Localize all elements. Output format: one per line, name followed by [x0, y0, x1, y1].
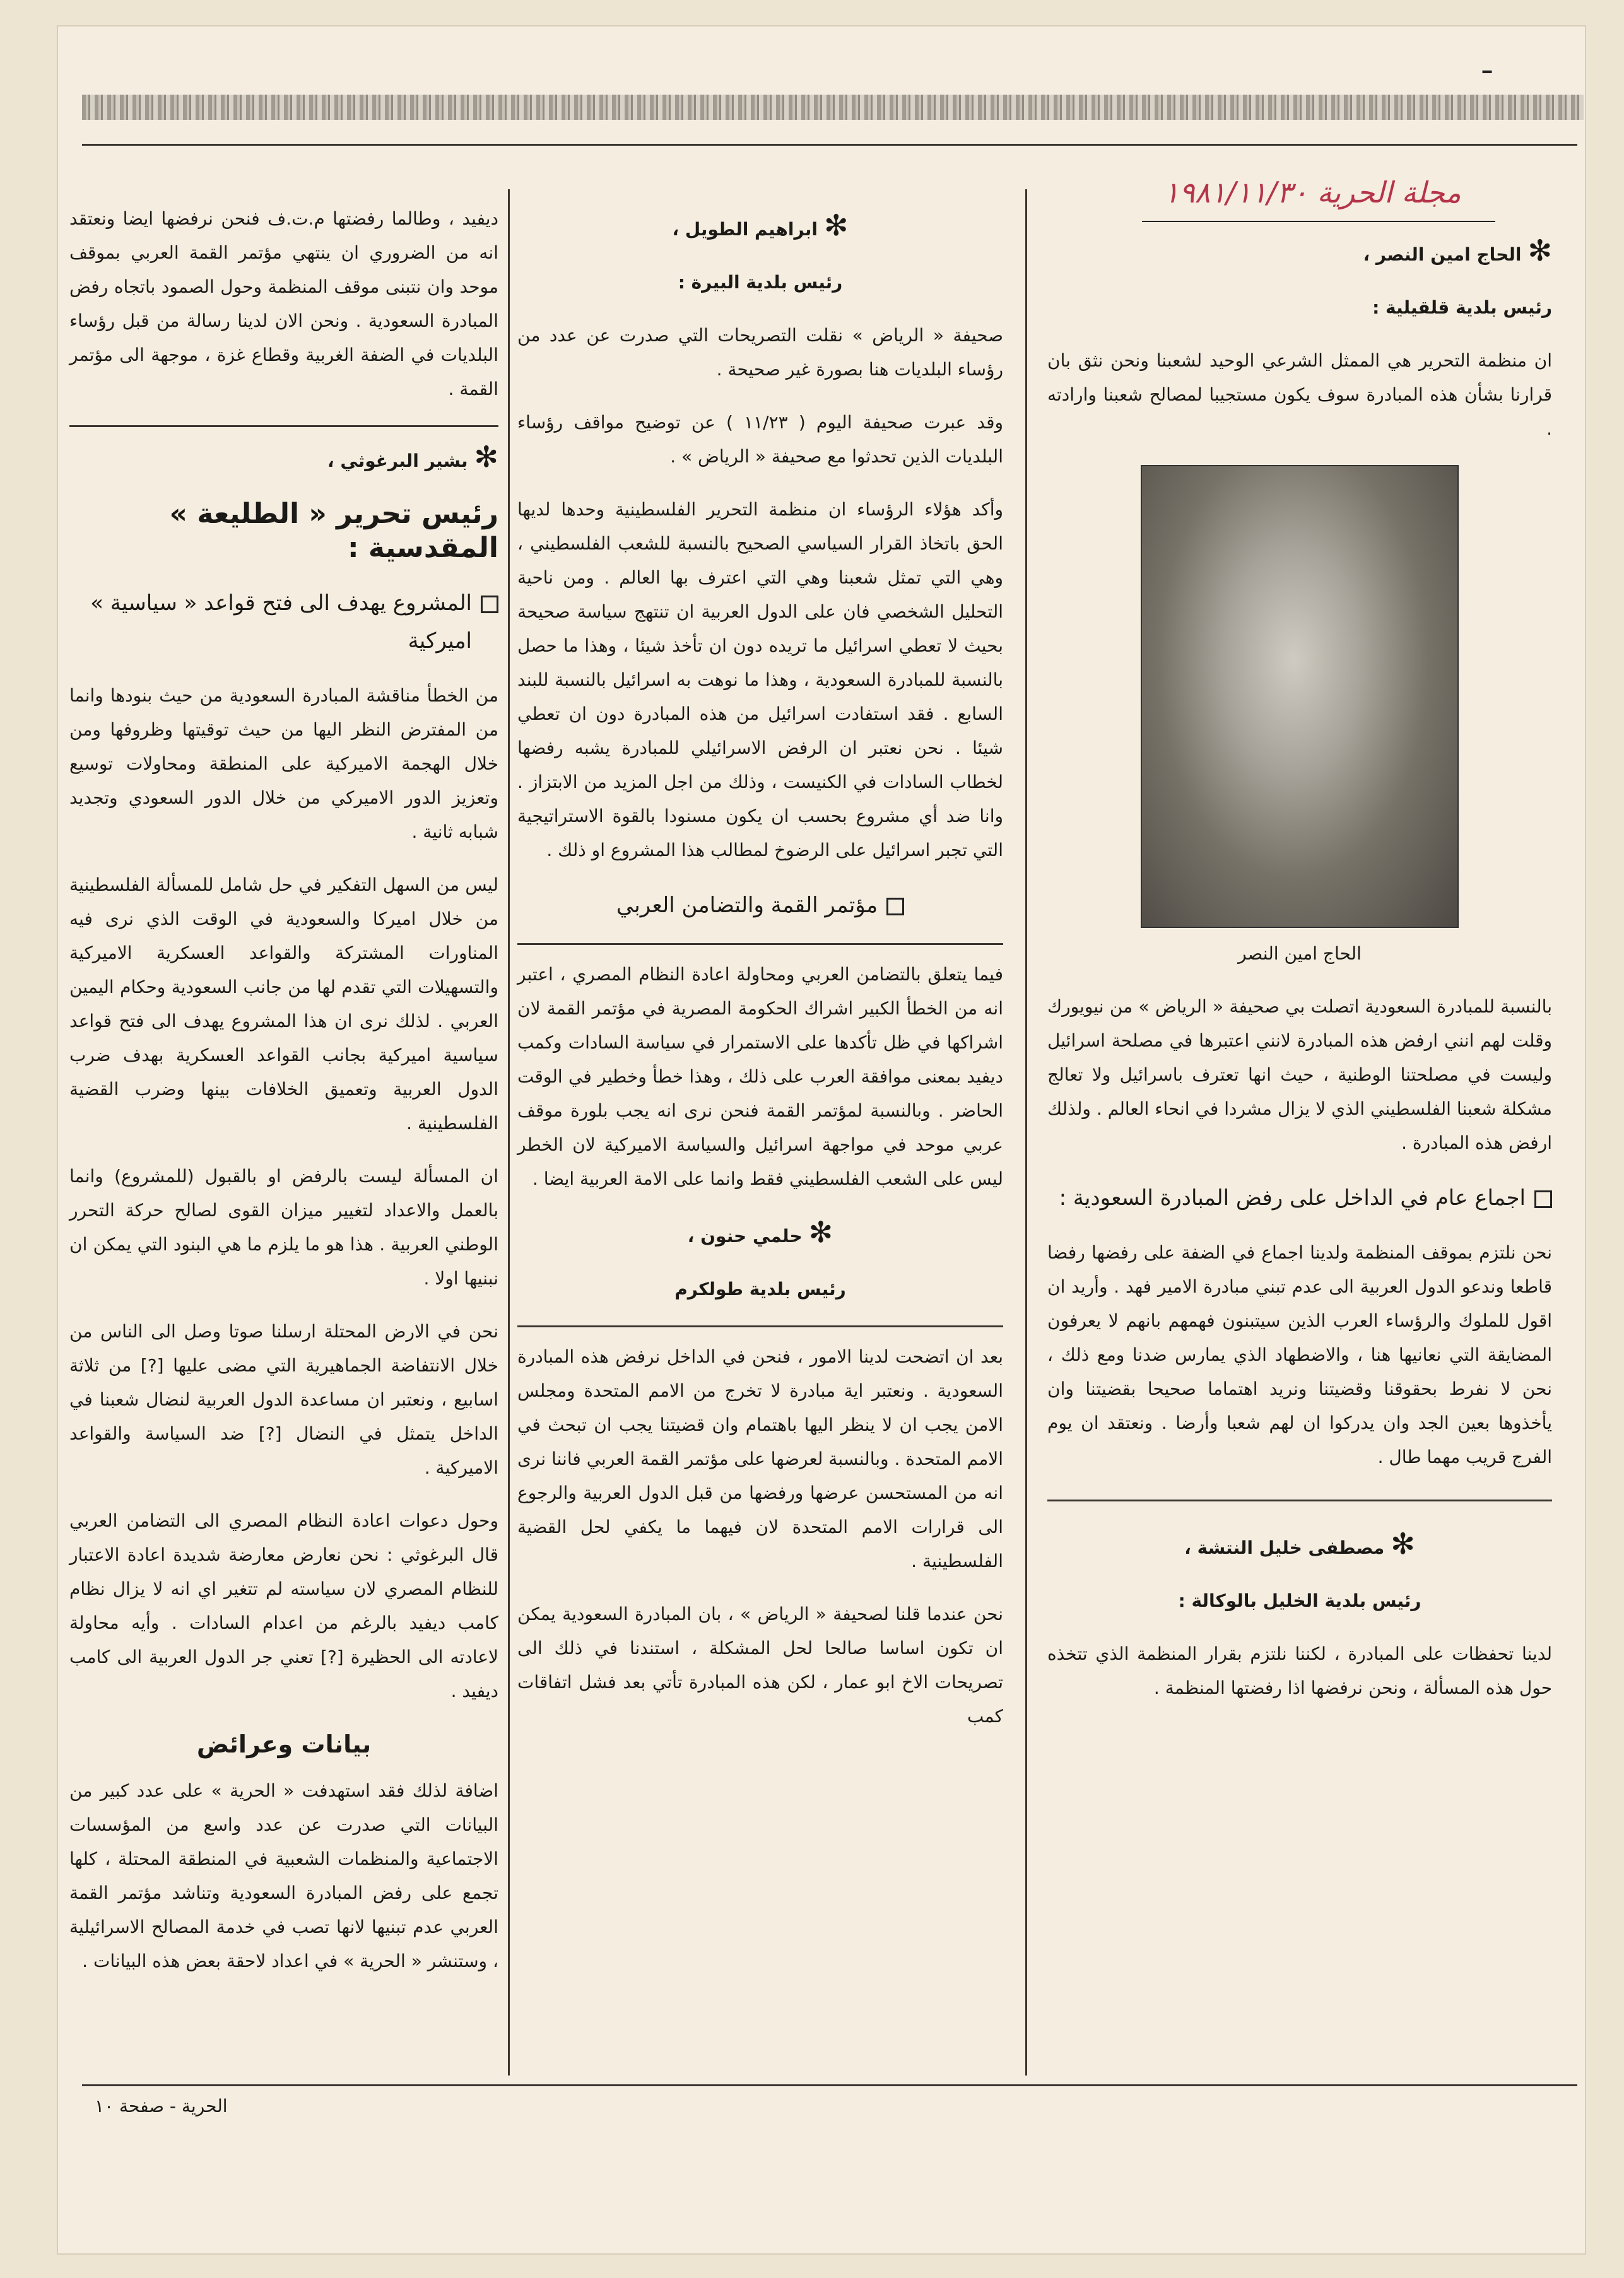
- paragraph: ديفيد ، وطالما رفضتها م.ت.ف فنحن نرفضها ايضا ونعتقد انه من الضروري ان ينتهي مؤتمر القمة العربي بموقف موحد وان نتبنى موقف المنظمة وحول الصمود باتجاه رفض المبادرة السعودية . ونحن الان لدينا رسالة من قبل رؤساء البلديات في الضفة الغربية وقطاع غزة ، موجهة الى مؤتمر القمة .: [69, 208, 498, 399]
- square-bullet-icon: [886, 898, 904, 915]
- headline-hanoun: ✻حلمي حنون ،: [687, 1215, 833, 1249]
- subheadline-barghouti: رئيس تحرير « الطليعة » المقدسية :: [169, 498, 498, 564]
- column-rule-right: [1025, 189, 1027, 2075]
- column-right: [1047, 164, 1552, 1724]
- paragraph: صحيفة « الرياض » نقلت التصريحات التي صدرت عن عدد من رؤساء البلديات هنا بصورة غير صحيحة .: [517, 325, 1003, 380]
- column-middle: [517, 208, 1003, 1753]
- headline-tawil: ✻ابراهيم الطويل ،: [672, 208, 849, 242]
- subheadline-natsheh: رئيس بلدية الخليل بالوكالة :: [1178, 1590, 1421, 1611]
- headline-natsheh: ✻مصطفى خليل النتشة ،: [1184, 1527, 1415, 1561]
- footer-text: الحرية - صفحة ١٠: [95, 2096, 228, 2117]
- headline-nasr: ✻الحاج امين النصر ،: [1363, 233, 1552, 267]
- paragraph: وأكد هؤلاء الرؤساء ان منظمة التحرير الفلسطينية وحدها لديها الحق باتخاذ القرار السياسي الصحيح بالنسبة للشعب الفلسطيني ، وهي التي تمثل شعبنا وهي التي اعترف بها العالم . ومن ناحية التحليل الشخصي فان على الدول العربية ان تنتهج سياسة صحيحة بحيث لا تعطي اسرائيل ما تريده دون ان تأخذ شيئا ، وهذا ما حصل بالنسبة للمبادرة السعودية ، وهذا ما نوهت به اسرائيل بالنسبة للبند السابع . فقد استفادت اسرائيل من هذه المبادرة دون ان تعطي شيئا . نحن نعتبر ان الرفض الاسرائيلي للمبادرة يشبه رفضها لخطاب السادات في الكنيست ، وذلك من اجل المزيد من الابتزاز . وانا ضد أي مشروع بحسب ان يكون مسنودا بالقوة الاستراتيجية التي تجبر اسرائيل على الرضوخ لمطالب هذا المشروع او ذلك .: [517, 499, 1003, 860]
- section-divider: [1047, 1500, 1552, 1501]
- asterisk-icon: ✻: [823, 208, 849, 242]
- handwritten-note: مجلة الحرية ١٩٨١/١١/٣٠: [1163, 175, 1461, 209]
- paragraph: نحن في الارض المحتلة ارسلنا صوتا وصل الى الناس من خلال الانتفاضة الجماهيرية التي مضى عليها [?] من ثلاثة اسابيع ، ونعتبر ان مساعدة الدول العربية لنضال شعبنا في الداخل يتمثل في النضال [?] ضد السياسة والقواعد الاميركية .: [69, 1321, 498, 1478]
- corner-mark: ـ: [1483, 45, 1492, 81]
- subheadline-nasr: رئيس بلدية قلقيلية :: [1372, 297, 1552, 318]
- subheading: مؤتمر القمة والتضامن العربي: [517, 886, 1003, 924]
- top-rule: [82, 144, 1577, 146]
- paragraph: نحن عندما قلنا لصحيفة « الرياض » ، بان المبادرة السعودية يمكن ان تكون اساسا صالحا لحل المشكلة ، استندنا في ذلك الى تصريحات الاخ ابو عمار ، لكن هذه المبادرة تأتي بعد فشل اتفاقات كمب: [517, 1604, 1003, 1727]
- paragraph: وقد عبرت صحيفة اليوم ( ١١/٢٣ ) عن توضيح مواقف رؤساء البلديات الذين تحدثوا مع صحيفة « الرياض » .: [517, 412, 1003, 467]
- paragraph: بالنسبة للمبادرة السعودية اتصلت بي صحيفة « الرياض » من نيويورك وقلت لهم انني ارفض هذه المبادرة لانني اعتبرها في مصلحة اسرائيل وليست في مصلحتنا الوطنية ، حيث انها تعترف باسرائيل ولا تعالج مشكلة شعبنا الفلسطيني الذي لا يزال مشردا في انحاء العالم . ولذلك ارفض هذه المبادرة .: [1047, 996, 1552, 1153]
- asterisk-icon: ✻: [474, 440, 498, 474]
- section-divider: [517, 1325, 1003, 1327]
- subheadline-tawil: رئيس بلدية البيرة :: [678, 272, 843, 293]
- subheading: المشروع يهدف الى فتح قواعد « سياسية » اميركية: [69, 584, 498, 660]
- column-rule-left: [508, 189, 510, 2075]
- portrait-photo: [1141, 465, 1459, 928]
- page-footer: [82, 2092, 1577, 2117]
- section-heading: بيانات وعرائض: [196, 1730, 372, 1758]
- paragraph: من الخطأ مناقشة المبادرة السعودية من حيث بنودها وانما من المفترض النظر اليها من حيث توقيتها وظروفها ومن خلال الهجمة الاميركية على المنطقة ومحاولات توسيع وتعزيز الدور الاميركي من خلال الدور السعودي وتجديد شبابه ثانية .: [69, 685, 498, 842]
- photo-caption: الحاج امين النصر: [1238, 943, 1362, 964]
- paragraph: اضافة لذلك فقد استهدفت « الحرية » على عدد كبير من البيانات التي صدرت عن عدد واسع من المؤسسات الاجتماعية والمنظمات الشعبية في المنطقة المحتلة ، كلها تجمع على رفض المبادرة السعودية وتناشد مؤتمر القمة العربي عدم تبنيها لانها تصب في خدمة المصالح الاسرائيلية ، وستنشر « الحرية » في اعداد لاحقة بعض هذه البيانات .: [69, 1780, 498, 1971]
- subheading: اجماع عام في الداخل على رفض المبادرة السعودية :: [1047, 1179, 1552, 1217]
- asterisk-icon: ✻: [1527, 233, 1552, 267]
- column-left: [69, 202, 498, 1997]
- subheadline-hanoun: رئيس بلدية طولكرم: [674, 1279, 846, 1300]
- paragraph: ان منظمة التحرير هي الممثل الشرعي الوحيد لشعبنا ونحن نثق بان قرارنا بشأن هذه المبادرة سوف يكون مستجيبا لمصالح شعبنا وارادته .: [1047, 350, 1552, 439]
- section-divider: [517, 943, 1003, 945]
- paragraph: بعد ان اتضحت لدينا الامور ، فنحن في الداخل نرفض هذه المبادرة السعودية . ونعتبر اية مبادرة لا تخرج من الامم المتحدة ومجلس الامن يجب ان لا ينظر اليها باهتمام وان قضيتنا يجب ان تبحث في الامم المتحدة . وبالنسبة لعرضها على مؤتمر القمة العربي فاننا نرى انه من المستحسن عرضها ورفضها من قبل الدول العربية والرجوع الى قرارات الامم المتحدة لان فيهما ما يكفي لحل القضية الفلسطينية .: [517, 1346, 1003, 1571]
- paragraph: فيما يتعلق بالتضامن العربي ومحاولة اعادة النظام المصري ، اعتبر انه من الخطأ الكبير اشراك الحكومة المصرية في مؤتمر القمة لان اشراكها في ظل تأكدها على الاستمرار في سياسة السادات وكمب ديفيد بمعنى موافقة العرب على ذلك ، وهذا خطأ وخطير في الوقت الحاضر . وبالنسبة لمؤتمر القمة فنحن نرى انه يجب بلورة موقف عربي موحد في مواجهة اسرائيل والسياسة الاميركية لان الخطر ليس على الشعب الفلسطيني فقط وانما على الامة العربية ايضا .: [517, 964, 1003, 1189]
- header-band: [82, 95, 1584, 120]
- bottom-rule: [82, 2084, 1577, 2086]
- paragraph: نحن نلتزم بموقف المنظمة ولدينا اجماع في الضفة على رفضها رفضا قاطعا وندعو الدول العربية الى عدم تبني مبادرة الامير فهد . وأريد ان اقول للملوك والرؤساء العرب الذين سيتبنون فهمهم بانهم لا يعرفون المضايقة التي نعانيها هنا ، والاضطهاد الذي يمارس ضدنا ومع ذلك ، نحن لا نفرط بحقوقنا وقضيتنا ونريد اهتماما صحيحا بقضيتنا وان يأخذوها بعين الجد وان يدركوا ان لهم شعبا وأرضا . ونعتقد ان يوم الفرج قريب مهما طال .: [1047, 1242, 1552, 1467]
- section-divider: [69, 425, 498, 427]
- asterisk-icon: ✻: [808, 1215, 833, 1249]
- paragraph: وحول دعوات اعادة النظام المصري الى التضامن العربي قال البرغوثي : نحن نعارض معارضة شديدة اعادة الاعتبار للنظام المصري لان سياسته لم تتغير اي انه لا يزال نظام كامب ديفيد بالرغم من اعدام السادات . وأيه محاولة لاعادته الى الحظيرة [?] تعني جر الدول العربية الى كامب ديفيد .: [69, 1510, 498, 1701]
- asterisk-icon: ✻: [1391, 1527, 1415, 1561]
- paragraph: لدينا تحفظات على المبادرة ، لكننا نلتزم بقرار المنظمة الذي تتخذه حول هذه المسألة ، ونحن نرفضها اذا رفضتها المنظمة .: [1047, 1643, 1552, 1698]
- square-bullet-icon: [1534, 1190, 1552, 1208]
- paragraph: ان المسألة ليست بالرفض او بالقبول (للمشروع) وانما بالعمل والاعداد لتغيير ميزان القوى لصالح حركة التحرر الوطني العربية . هذا هو ما يلزم ما هي البنود التي يمكن ان نبنيها اولا .: [69, 1166, 498, 1289]
- square-bullet-icon: [481, 596, 498, 613]
- headline-barghouti: ✻بشير البرغوثي ،: [327, 440, 498, 474]
- paragraph: ليس من السهل التفكير في حل شامل للمسألة الفلسطينية من خلال اميركا والسعودية في الوقت الذي نرى فيه المناورات المشتركة والقواعد العسكرية الاميركية والتسهيلات التي تقدم لها من جانب السعودية وحكام اليمين العربي . لذلك نرى ان هذا المشروع يهدف الى فتح قواعد سياسية اميركية بجانب القواعد العسكرية بهدف ضرب الدول العربية وتعميق الخلافات بينها وضرب القضية الفلسطينية .: [69, 874, 498, 1134]
